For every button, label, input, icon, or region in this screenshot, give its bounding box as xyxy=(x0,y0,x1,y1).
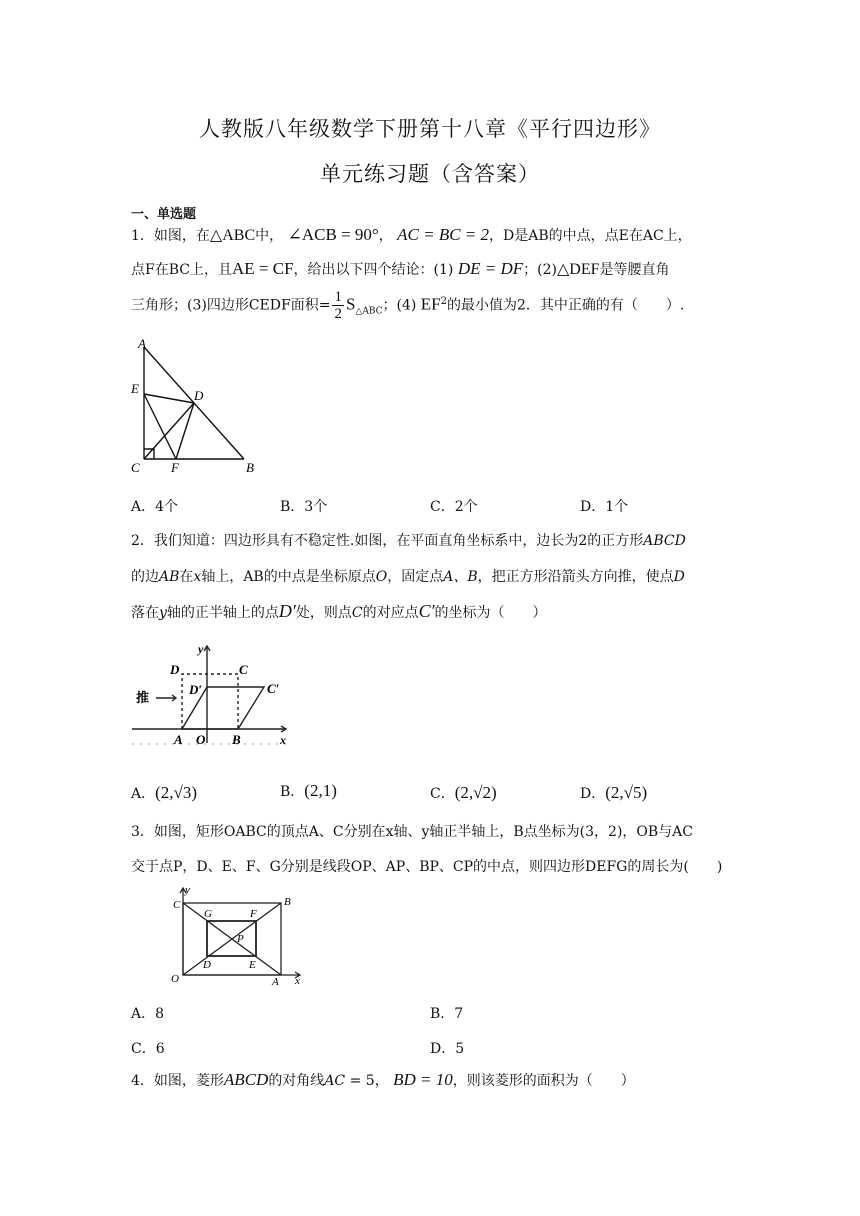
q1-math-abc: △ABC xyxy=(209,227,256,244)
point-label-dprime: D′ xyxy=(189,682,203,697)
q1-math-def: △DEF xyxy=(556,261,600,278)
q1-text: ；(4) xyxy=(382,297,417,314)
q1-line1 xyxy=(131,225,692,245)
q4-math-bd: BD = 10 xyxy=(393,1070,453,1089)
option-value: (2,√5) xyxy=(605,783,648,802)
q1-text: 1．如图，在 xyxy=(131,228,210,244)
q2-text: 处，则点 xyxy=(295,605,352,621)
q3-line2: 交于点P，D、E、F、G分别是线段OP、AP、BP、CP的中点，则四边形DEFG的周长为( ) xyxy=(131,859,723,875)
q4-text: 的对角线 xyxy=(268,1073,325,1089)
q1-text: 三角形；(3)四边形CEDF面积= xyxy=(131,297,331,314)
q4-math-ac: AC xyxy=(324,1073,346,1089)
point-label-b: B xyxy=(284,896,291,908)
q1-text: 中， xyxy=(255,228,284,244)
point-label-d: D xyxy=(170,662,180,677)
point-label-g: G xyxy=(204,908,212,920)
q1-math-ef: EF xyxy=(420,294,441,314)
q3-option-c[interactable]: C．6 xyxy=(131,1041,165,1057)
point-label-b: B xyxy=(232,732,241,747)
q1-text: ，给出以下四个结论：(1) xyxy=(293,262,454,278)
fraction-numerator: 1 xyxy=(334,289,342,305)
q4-math-abcd: ABCD xyxy=(223,1070,269,1089)
q1-option-a[interactable]: A．4个 xyxy=(131,499,179,515)
document-title-line2: 单元练习题（含答案） xyxy=(320,162,540,186)
q2-math: AB xyxy=(159,569,180,585)
q2-option-b[interactable] xyxy=(280,781,337,801)
q3-rectangle-figure xyxy=(165,884,310,988)
q2-text: ，把正方形沿箭头方向推，使点 xyxy=(477,569,674,585)
q2-math: D xyxy=(673,569,685,585)
point-label-b: B xyxy=(246,460,254,475)
q2-math: O xyxy=(375,569,388,585)
q1-text: 点F在BC上，且 xyxy=(131,262,232,278)
push-label: 推 xyxy=(136,690,150,705)
q2-text: 2．我们知道：四边形具有不稳定性.如图，在平面直角坐标系中，边长为2的正方形 xyxy=(131,533,644,549)
q2-math-abcd: ABCD xyxy=(643,533,686,549)
q4-text: 4．如图，菱形 xyxy=(131,1073,224,1089)
point-label-e: E xyxy=(249,959,256,971)
q2-math: C xyxy=(351,605,363,621)
q1-math-angle: ∠ACB = 90° xyxy=(287,225,379,244)
point-label-d: D xyxy=(194,388,204,403)
q2-option-d[interactable] xyxy=(580,783,647,803)
q1-triangle-figure xyxy=(128,335,263,475)
q2-text: 轴的正半轴上的点 xyxy=(166,605,279,621)
q2-text: 的边 xyxy=(131,569,159,585)
option-letter: C． xyxy=(430,786,455,802)
q1-math-ac-bc: AC = BC = 2 xyxy=(397,225,490,244)
q2-text: 的对应点 xyxy=(362,605,419,621)
q2-option-a[interactable] xyxy=(131,783,197,803)
point-label-e: E xyxy=(131,381,139,396)
q1-text: 的最小值为2．其中正确的有（ ）. xyxy=(447,297,685,314)
q2-math: x xyxy=(193,569,202,585)
q1-line2 xyxy=(131,259,670,279)
point-label-o: O xyxy=(171,973,179,985)
q4-math-value: = 5 xyxy=(345,1073,375,1089)
option-letter: B． xyxy=(280,784,305,800)
q2-math-dprime: D′ xyxy=(278,601,296,621)
q1-line3 xyxy=(131,289,684,322)
q3-option-a[interactable]: A．8 xyxy=(131,1006,165,1022)
q2-text: 在 xyxy=(179,569,194,585)
q1-math-s: S xyxy=(345,294,356,314)
point-label-cprime: C′ xyxy=(267,681,280,696)
q4-text: ，则该菱形的面积为（ ） xyxy=(452,1073,635,1089)
q2-text: 轴上， xyxy=(201,569,244,585)
axis-label-y: y xyxy=(198,642,204,656)
q1-text: ， xyxy=(378,228,393,244)
q2-text: ，固定点 xyxy=(387,569,444,585)
q1-fraction xyxy=(332,289,344,322)
point-label-a: A xyxy=(272,976,279,988)
q1-math-ae-cf: AE = CF xyxy=(231,259,294,278)
option-value: (2,√2) xyxy=(454,783,497,802)
q1-text: ，D是AB的中点，点E在AC上， xyxy=(489,228,692,244)
axis-label-x: x xyxy=(295,975,300,987)
q2-text: 的坐标为（ ） xyxy=(434,605,547,621)
q2-line1 xyxy=(131,530,686,550)
q1-math-de-df: DE = DF xyxy=(457,259,524,278)
document-title-line1: 人教版八年级数学下册第十八章《平行四边形》 xyxy=(199,117,661,141)
point-label-c: C xyxy=(239,662,248,677)
point-label-c: C xyxy=(131,460,140,475)
q2-math: y xyxy=(159,605,167,621)
point-label-f: F xyxy=(171,460,179,475)
point-label-c: C xyxy=(173,899,181,911)
q2-line2 xyxy=(131,566,685,586)
q2-coordinate-figure xyxy=(128,638,298,756)
option-value: (2,1) xyxy=(304,781,337,800)
q1-option-c[interactable]: C．2个 xyxy=(430,499,478,515)
q3-option-b[interactable]: B．7 xyxy=(430,1006,464,1022)
option-value: (2,√3) xyxy=(155,783,198,802)
q1-text: ；(2) xyxy=(523,262,557,278)
q2-line3 xyxy=(131,601,547,622)
q3-line1: 3．如图，矩形OABC的顶点A、C分别在x轴、y轴正半轴上，B点坐标为(3，2)，OB与AC xyxy=(131,824,693,840)
point-label-a: A xyxy=(174,732,183,747)
point-label-a: A xyxy=(138,336,146,351)
q1-math-subscript: △ABC xyxy=(355,306,383,317)
q3-option-d[interactable]: D．5 xyxy=(430,1041,465,1057)
q2-text: 的中点是坐标原点 xyxy=(263,569,376,585)
section-heading: 一、单选题 xyxy=(131,207,197,222)
q1-math-sup: 2 xyxy=(440,295,448,307)
q4-line1 xyxy=(131,1070,635,1090)
q2-option-c[interactable] xyxy=(430,783,497,803)
point-label-f: F xyxy=(250,908,257,920)
q2-math: A、B xyxy=(443,569,478,585)
q1-option-b[interactable]: B．3个 xyxy=(280,499,328,515)
q4-text: ， xyxy=(374,1073,389,1089)
axis-label-y: y xyxy=(185,884,190,896)
option-letter: D． xyxy=(580,786,606,802)
q2-text: 落在 xyxy=(131,605,159,621)
axis-label-x: x xyxy=(280,733,286,747)
q2-math-cprime: C′ xyxy=(418,601,435,621)
point-label-p: P xyxy=(237,933,244,945)
point-label-o: O xyxy=(196,732,206,747)
q2-math: AB xyxy=(243,569,264,585)
fraction-denominator: 2 xyxy=(334,306,342,322)
option-letter: A． xyxy=(131,786,156,802)
point-label-d: D xyxy=(203,959,211,971)
q1-text: 是等腰直角 xyxy=(599,262,670,278)
q1-option-d[interactable]: D．1个 xyxy=(580,499,629,515)
